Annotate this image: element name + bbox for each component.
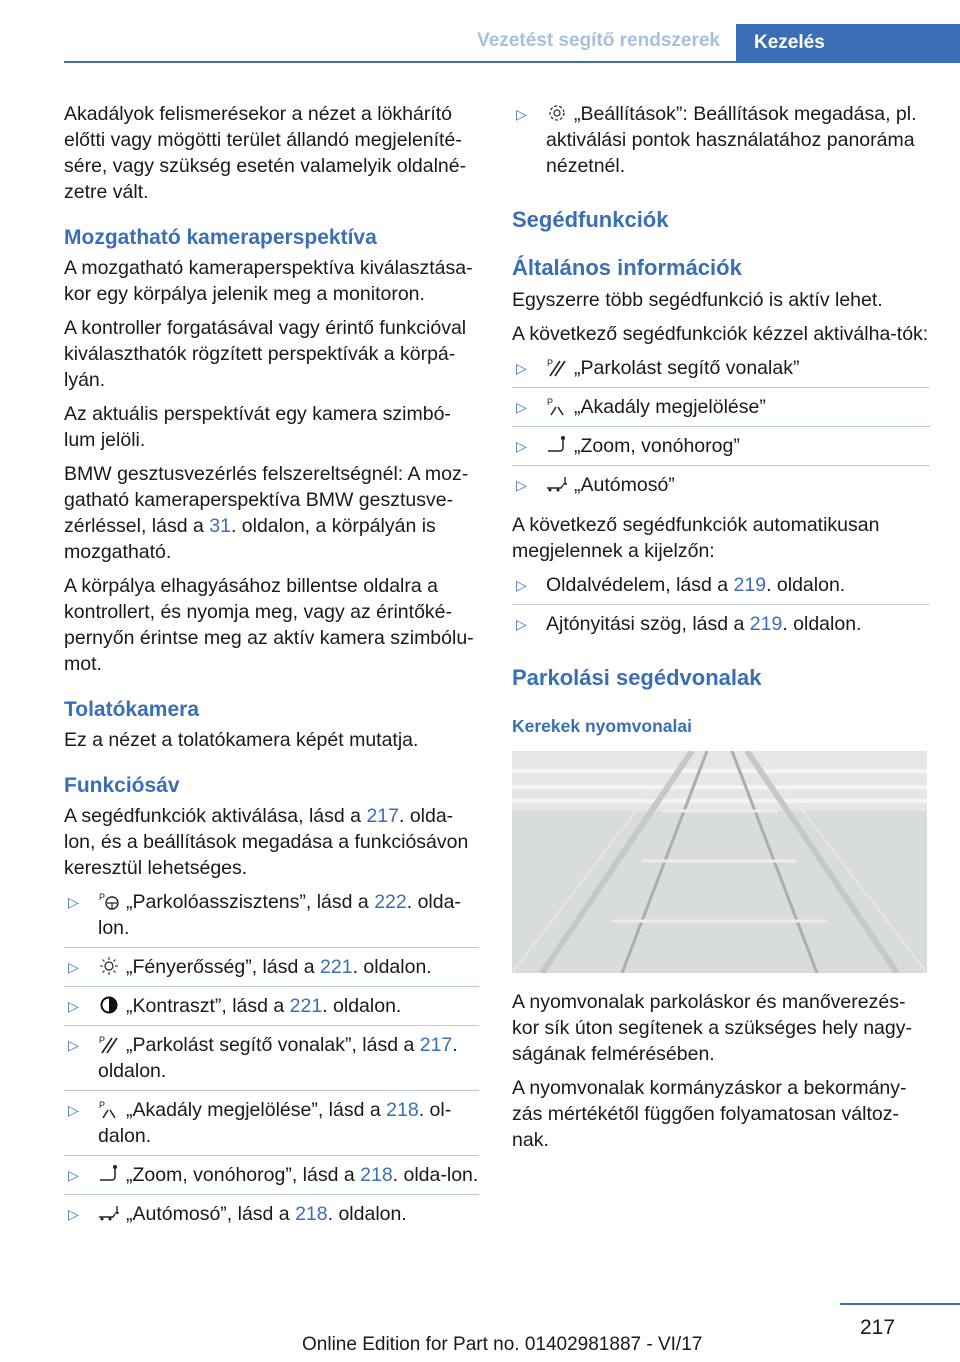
parking-assistant-icon bbox=[98, 891, 120, 911]
edition-footer: Online Edition for Part no. 01402981887 - VI/17 bbox=[302, 1334, 703, 1355]
heading-altalanos: Általános információk bbox=[512, 255, 742, 280]
zoom-towbar-icon bbox=[546, 435, 568, 455]
list-item: ▷ Ajtónyitási szög, lásd a 219. oldalon. bbox=[516, 613, 862, 635]
paragraph: Az aktuális perspektívát egy kamera szimbó-lum jelöli. bbox=[64, 403, 451, 451]
right-column bbox=[512, 101, 930, 1161]
page-link[interactable]: 217 bbox=[419, 1034, 453, 1056]
paragraph: Akadályok felismerésekor a nézet a lökhárító előtti vagy mögötti terület állandó megjeleníté-sére, vagy szükség esetén valamelyik oldalné-zetre vált. bbox=[64, 103, 467, 203]
list-item: ▷ P „Parkolóasszisztens”, lásd a 222. olda-lon. bbox=[64, 889, 479, 948]
heading-segedfunkciok: Segédfunkciók bbox=[512, 207, 669, 232]
page-link[interactable]: 218 bbox=[360, 1164, 393, 1186]
left-column bbox=[64, 101, 479, 1241]
bullet-icon: ▷ bbox=[68, 1206, 79, 1222]
bullet-icon: ▷ bbox=[516, 438, 527, 454]
paragraph: A kontroller forgatásával vagy érintő funkcióval kiválaszthatók rögzített perspektívák a körpá-lyán. bbox=[64, 317, 467, 391]
svg-text:P: P bbox=[547, 358, 554, 368]
settings-gear-icon bbox=[546, 103, 568, 123]
bullet-icon: ▷ bbox=[68, 959, 79, 975]
bullet-icon: ▷ bbox=[68, 894, 79, 910]
list-item: ▷ P „Akadály megjelölése” bbox=[512, 394, 930, 427]
paragraph: A nyomvonalak kormányzáskor a bekormány-zás mértékétől függően folyamatosan változ-nak. bbox=[512, 1077, 907, 1151]
list-item: ▷ „Autómosó”, lásd a 218. oldalon. bbox=[68, 1203, 407, 1225]
function-bar-list bbox=[64, 889, 479, 1233]
page-link[interactable]: 221 bbox=[320, 956, 353, 978]
footer-rule bbox=[840, 1303, 960, 1305]
car-wash-icon bbox=[546, 474, 568, 494]
list-item: ▷ „Zoom, vonóhorog”, lásd a 218. olda-lon. bbox=[64, 1162, 479, 1195]
obstacle-marking-icon bbox=[98, 1099, 120, 1119]
paragraph: A nyomvonalak parkoláskor és manőverezés-kor sík úton segítenek a szükséges hely nagy-ságának felmérésében. bbox=[512, 991, 912, 1065]
svg-text:P: P bbox=[99, 1035, 106, 1045]
bullet-icon: ▷ bbox=[68, 998, 79, 1014]
list-item: ▷ „Zoom, vonóhorog” bbox=[512, 433, 930, 466]
bullet-icon: ▷ bbox=[516, 106, 527, 122]
paragraph: A körpálya elhagyásához billentse oldalra a kontrollert, és nyomja meg, vagy az érintőké-pernyőn érintse meg az aktív kamera szimbólu-mot. bbox=[64, 575, 474, 675]
paragraph: A segédfunkciók aktiválása, lásd a 217. olda-lon, és a beállítások megadása a funkciósávon keresztül lehetséges. bbox=[64, 805, 469, 879]
paragraph: BMW gesztusvezérlés felszereltségnél: A moz-gatható kameraperspektíva BMW gesztusve-zérléssel, lásd a 31. oldalon, a körpályán is mozgatható. bbox=[64, 463, 469, 563]
car-wash-icon bbox=[98, 1203, 120, 1223]
zoom-towbar-icon bbox=[98, 1164, 120, 1184]
contrast-icon bbox=[98, 995, 120, 1015]
list-item: ▷ „Kontraszt”, lásd a 221. oldalon. bbox=[64, 993, 479, 1026]
paragraph: Egyszerre több segédfunkció is aktív lehet. bbox=[512, 289, 883, 311]
paragraph: A következő segédfunkciók automatikusan megjelennek a kijelzőn: bbox=[512, 514, 880, 562]
svg-text:P: P bbox=[547, 397, 554, 407]
wheel-track-illustration bbox=[512, 751, 927, 973]
page-link[interactable]: 217 bbox=[366, 805, 399, 827]
heading-kerekek-nyomvonalai: Kerekek nyomvonalai bbox=[512, 716, 692, 736]
parking-lines-icon bbox=[98, 1034, 120, 1054]
svg-text:P: P bbox=[99, 1100, 106, 1110]
page-link[interactable]: 219 bbox=[749, 613, 783, 635]
bullet-icon: ▷ bbox=[516, 360, 527, 376]
list-item: ▷ „Autómosó” bbox=[516, 474, 675, 496]
page-link[interactable]: 31 bbox=[209, 515, 231, 537]
page-link[interactable]: 219 bbox=[733, 574, 767, 596]
heading-mozgathato: Mozgatható kameraperspektíva bbox=[64, 226, 377, 249]
header-rule bbox=[64, 61, 960, 63]
bullet-icon: ▷ bbox=[68, 1037, 79, 1053]
heading-parkolasi-segedvonalak: Parkolási segédvonalak bbox=[512, 665, 762, 690]
paragraph: A mozgatható kameraperspektíva kiválasztása-kor egy körpálya jelenik meg a monitoron. bbox=[64, 257, 473, 305]
bullet-icon: ▷ bbox=[68, 1167, 79, 1183]
header-section-title: Vezetést segítő rendszerek bbox=[477, 30, 720, 51]
list-item: ▷ P „Parkolást segítő vonalak”, lásd a 217. oldalon. bbox=[64, 1032, 479, 1091]
paragraph: Ez a nézet a tolatókamera képét mutatja. bbox=[64, 729, 419, 751]
page-link[interactable]: 222 bbox=[374, 891, 407, 913]
list-item: ▷ P „Parkolást segítő vonalak” bbox=[512, 355, 930, 388]
settings-list bbox=[512, 101, 930, 185]
heading-tolatokamera: Tolatókamera bbox=[64, 698, 199, 721]
bullet-icon: ▷ bbox=[516, 616, 527, 632]
bullet-icon: ▷ bbox=[68, 1102, 79, 1118]
page-link[interactable]: 218 bbox=[386, 1099, 419, 1121]
list-item: ▷ „Fényerősség”, lásd a 221. oldalon. bbox=[64, 954, 479, 987]
parking-lines-icon bbox=[546, 357, 568, 377]
list-item: ▷ P „Akadály megjelölése”, lásd a 218. ol-dalon. bbox=[64, 1097, 479, 1156]
bullet-icon: ▷ bbox=[516, 477, 527, 493]
heading-funkciosav: Funkciósáv bbox=[64, 774, 180, 797]
list-item: ▷ „Beállítások”: Beállítások megadása, pl. aktiválási pontok használatához panoráma nézetnél. bbox=[516, 103, 917, 177]
page-number: 217 bbox=[860, 1316, 896, 1339]
bullet-icon: ▷ bbox=[516, 577, 527, 593]
brightness-icon bbox=[98, 956, 120, 976]
paragraph: A következő segédfunkciók kézzel aktiválha-tók: bbox=[512, 323, 929, 345]
obstacle-marking-icon bbox=[546, 396, 568, 416]
manual-functions-list bbox=[512, 355, 930, 504]
page-link[interactable]: 221 bbox=[289, 995, 323, 1017]
bullet-icon: ▷ bbox=[516, 399, 527, 415]
header-tab[interactable]: Kezelés bbox=[736, 24, 960, 62]
auto-functions-list bbox=[512, 572, 930, 643]
page-link[interactable]: 218 bbox=[295, 1203, 328, 1225]
list-item: ▷ Oldalvédelem, lásd a 219. oldalon. bbox=[512, 572, 930, 605]
svg-text:P: P bbox=[99, 892, 106, 902]
